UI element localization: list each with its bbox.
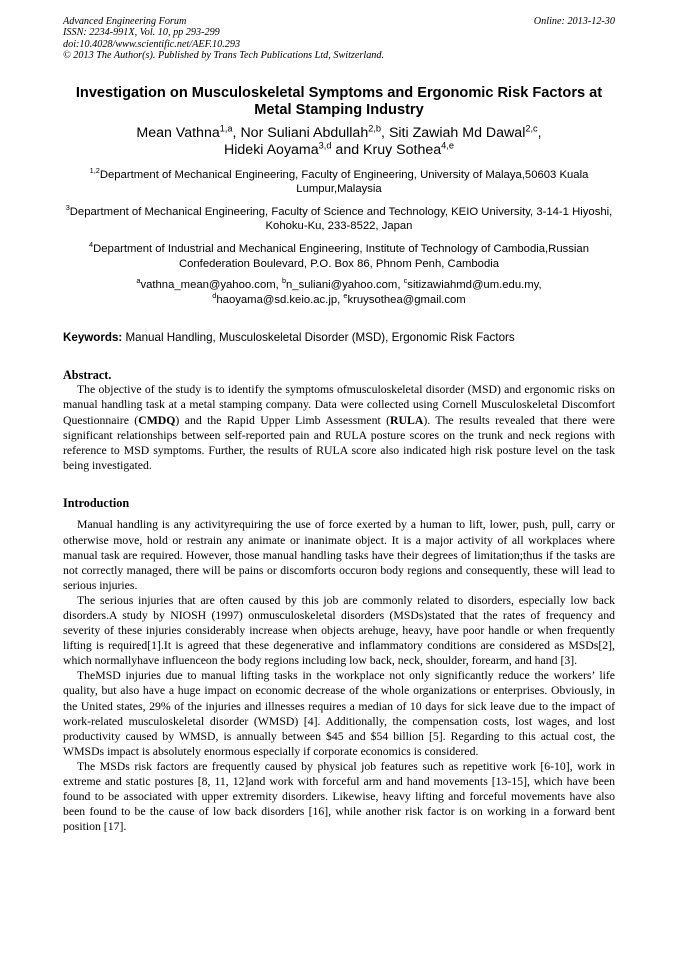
author-sup: 2,b — [368, 122, 382, 133]
email-address: sitizawiahmd@um.edu.my — [407, 279, 539, 292]
paper-title: Investigation on Musculoskeletal Symptoms and Ergonomic Risk Factors at Metal Stamping Industry — [75, 84, 603, 119]
abstract-heading: Abstract. — [63, 367, 112, 382]
email-address: kruysothea@gmail.com — [347, 293, 466, 306]
author-sup: 2,c — [525, 122, 538, 133]
intro-paragraph: The MSDs risk factors are frequently caused by physical job features such as repetitive work [6-10], work in extreme and static postures [8, 11, 12]and work with forceful arm and hand movements [13-15], which have been found to be associated with upper extremity disorders. Likewise, heavy lifting and forceful movements have also been found to be the cause of low back disorders [16], while another risk factor is on working in a forward bent position [17]. — [63, 759, 615, 834]
author-sup: 3,d — [318, 140, 332, 151]
email-sep: , — [397, 279, 404, 292]
intro-paragraph: Manual handling is any activityrequiring the use of force exerted by a human to lift, lower, push, pull, carry or otherwise move, hold or restrain any animate or inanimate object. It is a major activity of all workplaces where manual task are required. However, those manual handling tasks have their degrees of limitation;thus if the tasks are not correctly managed, there will be pains or discomforts occuron body regions and consequently, these will lead to serious injuries. — [63, 518, 615, 592]
affiliation-text: Department of Mechanical Engineering, Faculty of Science and Technology, KEIO University, 3-14-1 Hiyoshi, Kohoku-Ku, 233-8522, Japan — [69, 205, 613, 233]
email-sup: a — [136, 276, 141, 286]
keywords-label: Keywords: — [63, 331, 123, 345]
email-sep: , — [275, 279, 282, 292]
author-sep: , — [232, 124, 241, 141]
journal-name: Advanced Engineering Forum — [63, 16, 187, 27]
affiliation-text: Department of Mechanical Engineering, Faculty of Engineering, University of Malaya,50603 Kuala Lumpur,Malaysia — [99, 168, 589, 196]
abstract-part: ). The results revealed that there were significant relationships between self-reported pain and RULA posture scores on the trunk and neck regions with reference to MSD symptoms. Further, the results of RULA score also indicated high risk posture level on the task being investigated. — [63, 413, 615, 472]
author-name: Hideki Aoyama — [224, 142, 319, 159]
abstract-part: The objective of the study is to identify the symptoms ofmusculoskeletal disorder (MSD) and ergonomic risks on manual handling task at a metal stamping company. Data were collected using Cornell Musculoskeletal Discomfort Questionnaire ( — [63, 383, 615, 427]
author-sup: 4,e — [441, 140, 454, 151]
abstract-text — [63, 382, 615, 473]
affiliation — [63, 165, 615, 197]
email-sup: c — [403, 276, 408, 286]
author-sep: , — [537, 124, 542, 141]
email-address: n_suliani@yahoo.com — [286, 279, 398, 292]
author-name: Siti Zawiah Md Dawal — [388, 124, 526, 141]
paper-page — [63, 16, 615, 834]
intro-paragraph: The serious injuries that are often caused by this job are commonly related to disorders, especially low back disorders.A study by NIOSH (1997) onmusculoskeletal disorders (MSDs)stated that the rates of frequency and severity of these injuries considerably increase when objects arehuge, heavy, have poor handle or when frequently lifting is required[1].It is agreed that these degenerative and inflammatory conditions are considered as MSDs[2], which normallyhave influenceon the body regions including low back, neck, shoulder, forearm, and hand [3]. — [63, 593, 615, 668]
affiliation — [63, 205, 615, 234]
abstract-part: ) and the Rapid Upper Limb Assessment ( — [175, 413, 391, 427]
intro-paragraph: TheMSD injuries due to manual lifting tasks in the workplace not only significantly reduce the workers’ life quality, but also have a huge impact on economic decrease of the whole organizations or enterprises. Obviously, in the United states, 29% of the injuries and illnesses requires a median of 10 days for sick leave due to the impact of work-related musculoskeletal disorder (WMSD) [4]. Additionally, the compensation costs, lost wages, and lost productivity caused by WMSD, is annually between $45 and $54 billion [5]. Regarding to this actual cost, the WMSDs impact is absolutely enormous especially if corporate economics is considered. — [63, 669, 615, 758]
affiliation-sup: 3 — [65, 203, 70, 213]
author-sep: and — [331, 142, 364, 159]
email-address: vathna_mean@yahoo.com — [140, 279, 276, 292]
cmdq-term: CMDQ — [138, 413, 176, 427]
affiliation-sup: 4 — [89, 240, 94, 250]
affiliation-text: Department of Industrial and Mechanical Engineering, Institute of Technology of Cambodia,Russian Confederation Boulevard, P.O. Box 86, Phnom Penh, Cambodia — [93, 243, 589, 270]
email-sup: e — [343, 291, 348, 301]
email-sep: , — [337, 293, 344, 306]
email-sup: b — [281, 276, 287, 286]
keywords — [63, 331, 615, 346]
author-name: Nor Suliani Abdullah — [240, 124, 369, 141]
email-address: haoyama@sd.keio.ac.jp — [216, 293, 338, 306]
affiliation-sup: 1,2 — [89, 165, 100, 175]
author-list — [63, 122, 615, 160]
email-sep: , — [538, 279, 542, 292]
email-sup: d — [212, 291, 217, 301]
online-date: Online: 2013-12-30 — [533, 16, 615, 27]
affiliation — [63, 242, 615, 271]
author-emails — [63, 278, 615, 307]
keywords-text: Manual Handling, Musculoskeletal Disorder (MSD), Ergonomic Risk Factors — [122, 331, 515, 345]
author-name: Kruy Sothea — [363, 142, 442, 159]
author-name: Mean Vathna — [136, 124, 220, 141]
issn-line: ISSN: 2234-991X, Vol. 10, pp 293-299 — [63, 27, 220, 39]
author-sep: , — [381, 124, 389, 141]
author-sup: 1,a — [219, 122, 233, 133]
rula-term: RULA — [390, 413, 424, 427]
introduction-heading: Introduction — [63, 495, 130, 510]
doi-line: doi:10.4028/www.scientific.net/AEF.10.293 — [63, 38, 241, 50]
journal-header — [63, 16, 615, 62]
copyright-line: © 2013 The Author(s). Published by Trans Tech Publications Ltd, Switzerland. — [63, 50, 385, 62]
